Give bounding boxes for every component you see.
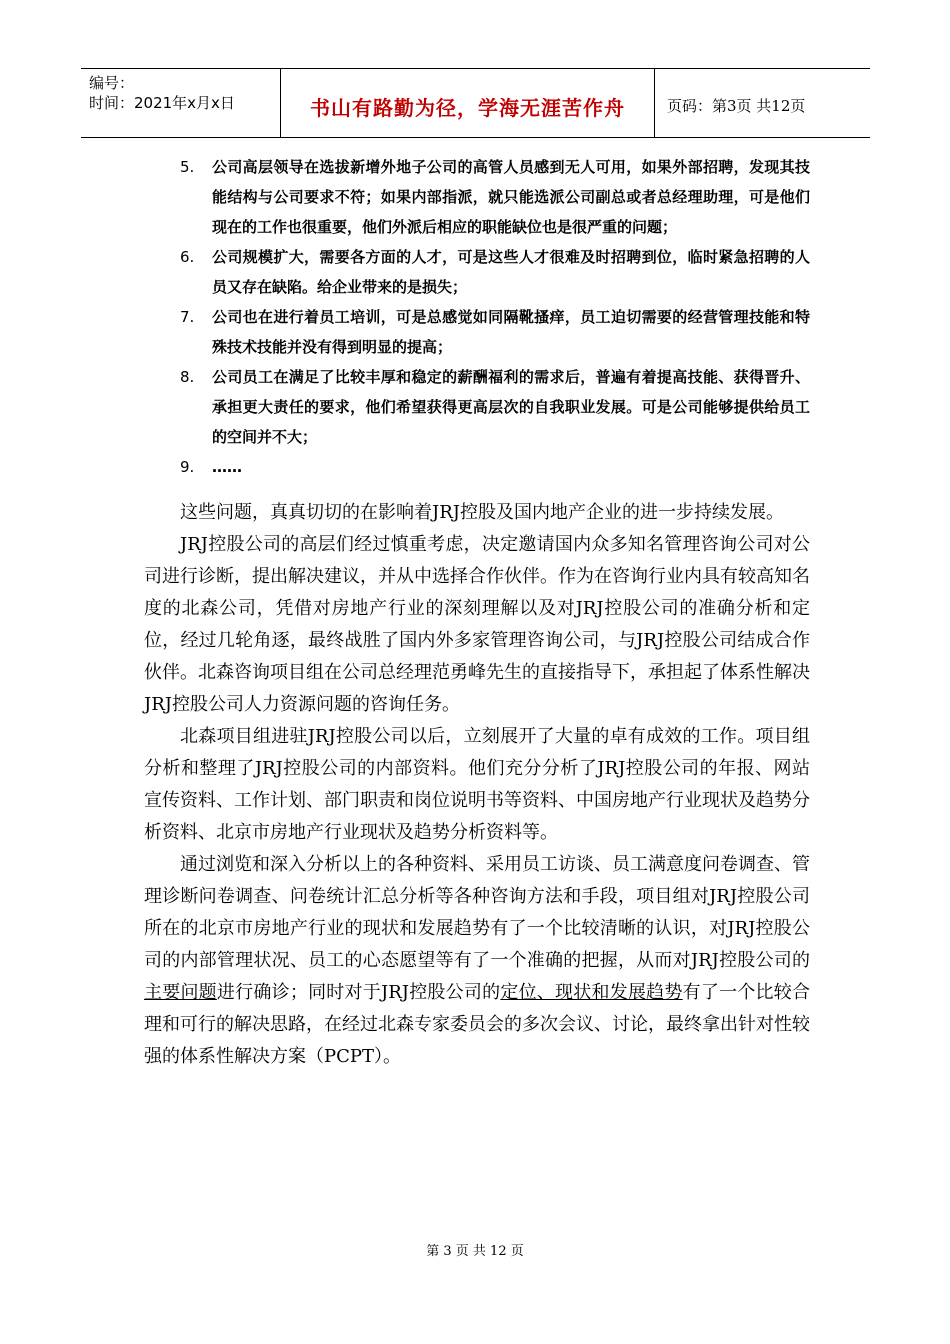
underlined-phrase: 主要问题 xyxy=(144,982,217,1003)
list-item-text: 公司规模扩大，需要各方面的人才，可是这些人才很难及时招聘到位，临时紧急招聘的人员又存在缺陷。给企业带来的是损失； xyxy=(212,248,810,296)
list-item-number: 9. xyxy=(180,458,195,476)
problem-list xyxy=(180,152,810,482)
date-label: 时间：2021年x月x日 xyxy=(89,94,235,112)
paragraph-text: 通过浏览和深入分析以上的各种资料、采用员工访谈、员工满意度问卷调查、管理诊断问卷调查、问卷统计汇总分析等各种咨询方法和手段，项目组对JRJ控股公司所在的北京市房地产行业的现状和发展趋势有了一个比较清晰的认识，对JRJ控股公司的内部管理状况、员工的心态愿望等有了一个准确的把握，从而对JRJ控股公司的 xyxy=(144,854,810,971)
list-item xyxy=(180,302,810,362)
body-text xyxy=(144,497,810,1073)
page-footer xyxy=(0,1240,950,1259)
list-item xyxy=(180,362,810,452)
list-item-text: 公司也在进行着员工培训，可是总感觉如同隔靴搔痒，员工迫切需要的经营管理技能和特殊技术技能并没有得到明显的提高； xyxy=(212,308,810,356)
paragraph: JRJ控股公司的高层们经过慎重考虑，决定邀请国内众多知名管理咨询公司对公司进行诊断，提出解决建议，并从中选择合作伙伴。作为在咨询行业内具有较高知名度的北森公司，凭借对房地产行业的深刻理解以及对JRJ控股公司的准确分析和定位，经过几轮角逐，最终战胜了国内外多家管理咨询公司，与JRJ控股公司结成合作伙伴。北森咨询项目组在公司总经理范勇峰先生的直接指导下，承担起了体系性解决JRJ控股公司人力资源问题的咨询任务。 xyxy=(144,534,810,715)
paragraph: 这些问题，真真切切的在影响着JRJ控股及国内地产企业的进一步持续发展。 xyxy=(180,502,784,523)
paragraph-text: 进行确诊；同时对于JRJ控股公司的 xyxy=(216,982,501,1003)
list-item-text: 公司员工在满足了比较丰厚和稳定的薪酬福利的需求后，普遍有着提高技能、获得晋升、承担更大责任的要求，他们希望获得更高层次的自我职业发展。可是公司能够提供给员工的空间并不大； xyxy=(212,368,810,446)
paragraph: 北森项目组进驻JRJ控股公司以后，立刻展开了大量的卓有成效的工作。项目组分析和整理了JRJ控股公司的内部资料。他们充分分析了JRJ控股公司的年报、网站宣传资料、工作计划、部门职责和岗位说明书等资料、中国房地产行业现状及趋势分析资料、北京市房地产行业现状及趋势分析资料等。 xyxy=(144,726,810,843)
underlined-phrase: 定位、现状和发展趋势 xyxy=(500,982,683,1003)
list-item-text: 公司高层领导在选拔新增外地子公司的高管人员感到无人可用，如果外部招聘，发现其技能结构与公司要求不符；如果内部指派，就只能选派公司副总或者总经理助理，可是他们现在的工作也很重要，他们外派后相应的职能缺位也是很严重的问题； xyxy=(212,158,810,236)
list-item-number: 8. xyxy=(180,368,195,386)
list-item-text: …… xyxy=(212,458,242,476)
footer-page-number: 第 3 页 共 12 页 xyxy=(426,1244,524,1259)
number-label: 编号： xyxy=(89,74,135,92)
list-item-number: 6. xyxy=(180,248,195,266)
list-item xyxy=(180,242,810,302)
header-page-info xyxy=(655,69,870,137)
page-header xyxy=(81,68,870,138)
page-info-text: 页码：第3页 共12页 xyxy=(667,96,806,115)
list-item xyxy=(180,152,810,242)
paragraph xyxy=(144,849,810,1073)
motto-text: 书山有路勤为径，学海无涯苦作舟 xyxy=(310,95,625,120)
list-item xyxy=(180,452,810,482)
list-item-number: 7. xyxy=(180,308,195,326)
header-meta xyxy=(81,69,281,137)
list-item-number: 5. xyxy=(180,158,195,176)
header-motto xyxy=(281,69,655,137)
paragraph-text: 有了一个比较合理和可行的解决思路，在经过北森专家委员会的多次会议、讨论，最终拿出针对性较强的体系性解决方案（PCPT）。 xyxy=(144,982,811,1067)
